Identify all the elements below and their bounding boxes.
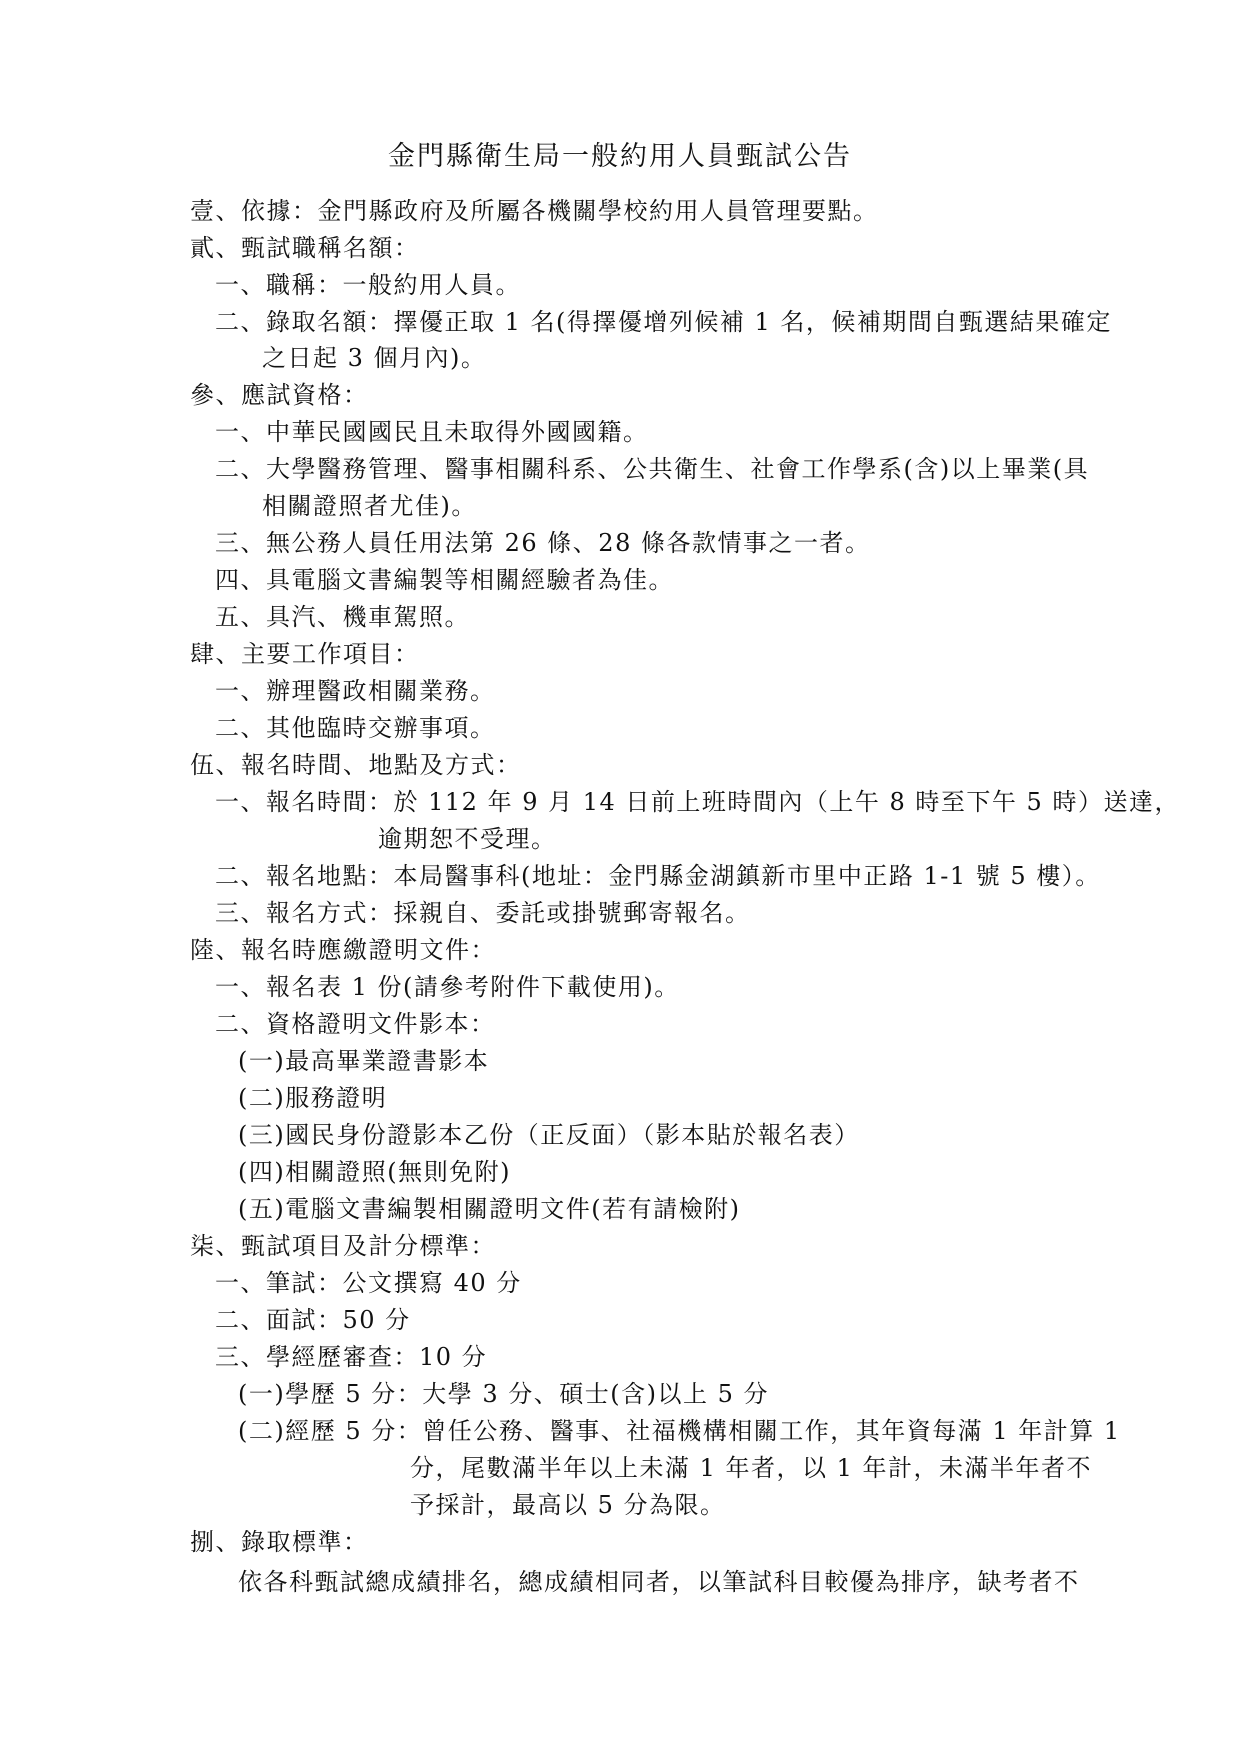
document-title: 金門縣衛生局一般約用人員甄試公告 — [388, 141, 852, 172]
item-qual-nationality: 一、中華民國國民且未取得外國國籍。 — [215, 418, 649, 446]
item-registration-place: 二、報名地點：本局醫事科(地址：金門縣金湖鎮新市里中正路 1-1 號 5 樓）。 — [215, 862, 1101, 890]
item-score-interview: 二、面試：50 分 — [215, 1306, 411, 1334]
item-registration-time-cont: 逾期恕不受理。 — [378, 825, 557, 853]
subitem-doc-id: (三)國民身份證影本乙份（正反面）（影本貼於報名表） — [238, 1121, 860, 1149]
subitem-doc-service: (二)服務證明 — [238, 1084, 388, 1112]
item-doc-form: 一、報名表 1 份(請參考附件下載使用)。 — [215, 973, 680, 1001]
item-duty-other: 二、其他臨時交辦事項。 — [215, 714, 496, 742]
item-quota: 二、錄取名額：擇優正取 1 名(得擇優增列候補 1 名，候補期間自甄選結果確定 — [215, 308, 1112, 336]
section-heading-documents: 陸、報名時應繳證明文件： — [190, 936, 496, 964]
subitem-score-education: (一)學歷 5 分：大學 3 分、碩士(含)以上 5 分 — [238, 1380, 770, 1408]
item-doc-copies: 二、資格證明文件影本： — [215, 1010, 496, 1038]
item-score-written: 一、筆試：公文撰寫 40 分 — [215, 1269, 522, 1297]
section-heading-basis: 壹、依據：金門縣政府及所屬各機關學校約用人員管理要點。 — [190, 197, 879, 225]
section-heading-qualifications: 參、應試資格： — [190, 381, 369, 409]
item-registration-time: 一、報名時間：於 112 年 9 月 14 日前上班時間內（上午 8 時至下午 5 時）送達， — [215, 788, 1180, 816]
item-position-title: 一、職稱：一般約用人員。 — [215, 271, 521, 299]
item-quota-cont: 之日起 3 個月內)。 — [262, 344, 487, 372]
paragraph-admission: 依各科甄試總成績排名，總成績相同者，以筆試科目較優為排序，缺考者不 — [238, 1568, 1080, 1596]
section-heading-position: 貳、甄試職稱名額： — [190, 234, 420, 262]
item-qual-education: 二、大學醫務管理、醫事相關科系、公共衛生、社會工作學系(含)以上畢業(具 — [215, 455, 1090, 483]
section-heading-admission: 捌、錄取標準： — [190, 1528, 369, 1556]
item-duty-medical: 一、辦理醫政相關業務。 — [215, 677, 496, 705]
subitem-doc-diploma: (一)最高畢業證書影本 — [238, 1047, 490, 1075]
item-qual-license: 五、具汽、機車駕照。 — [215, 603, 470, 631]
item-qual-law: 三、無公務人員任用法第 26 條、28 條各款情事之一者。 — [215, 529, 871, 557]
subitem-score-experience-cont1: 分，尾數滿半年以上未滿 1 年者，以 1 年計，未滿半年者不 — [410, 1454, 1093, 1482]
section-heading-duties: 肆、主要工作項目： — [190, 640, 420, 668]
item-registration-method: 三、報名方式：採親自、委託或掛號郵寄報名。 — [215, 899, 751, 927]
item-qual-computer: 四、具電腦文書編製等相關經驗者為佳。 — [215, 566, 674, 594]
subitem-doc-license: (四)相關證照(無則免附) — [238, 1158, 511, 1186]
item-qual-education-cont: 相關證照者尤佳)。 — [262, 492, 477, 520]
item-score-review: 三、學經歷審查：10 分 — [215, 1343, 488, 1371]
subitem-score-experience-cont2: 予採計，最高以 5 分為限。 — [410, 1491, 726, 1519]
subitem-doc-computer: (五)電腦文書編製相關證明文件(若有請檢附) — [238, 1195, 741, 1223]
section-heading-scoring: 柒、甄試項目及計分標準： — [190, 1232, 496, 1260]
subitem-score-experience: (二)經歷 5 分：曾任公務、醫事、社福機構相關工作，其年資每滿 1 年計算 1 — [238, 1417, 1121, 1445]
section-heading-registration: 伍、報名時間、地點及方式： — [190, 751, 522, 779]
